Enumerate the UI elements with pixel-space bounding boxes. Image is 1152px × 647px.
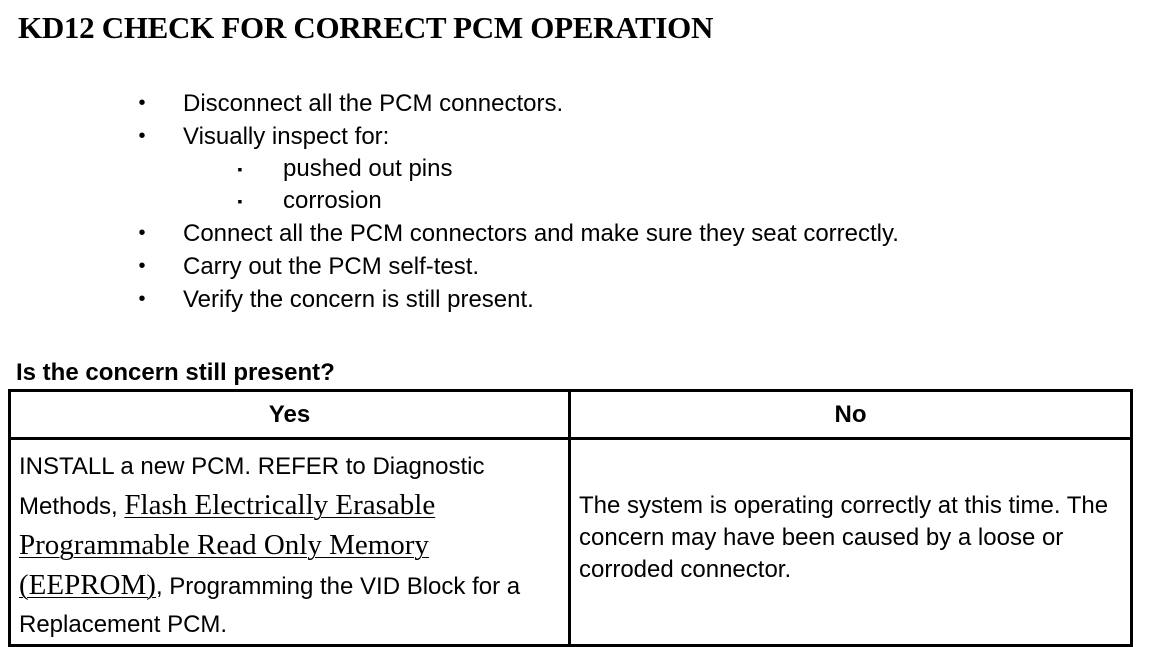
no-result-text: The system is operating correctly at this time. The concern may have been caused by a loose or corroded connector. (579, 492, 1109, 583)
bullet-icon: • (138, 125, 146, 147)
step-list (0, 87, 1152, 316)
sub-list-item (0, 185, 1152, 217)
list-item (0, 217, 1152, 250)
sub-step-text: pushed out pins (283, 155, 453, 182)
page-title: KD12 CHECK FOR CORRECT PCM OPERATION (18, 10, 714, 45)
no-header: No (570, 391, 1132, 439)
yes-text-after: , Programming the VID Block for a Replacement PCM. (19, 573, 521, 638)
square-bullet-icon: ▪ (237, 193, 243, 209)
eeprom-procedure-link[interactable]: Flash Electrically Erasable Programmable Read Only Memory (EEPROM) (19, 489, 436, 601)
sub-step-text: corrosion (283, 187, 382, 214)
bullet-icon: • (138, 288, 146, 310)
list-item (0, 283, 1152, 316)
list-item (0, 250, 1152, 283)
list-item (0, 120, 1152, 153)
table-header-row (10, 391, 1132, 439)
table-row (10, 439, 1132, 646)
sub-list-item (0, 153, 1152, 185)
bullet-icon: • (138, 92, 146, 114)
yes-header: Yes (10, 391, 570, 439)
step-text: Visually inspect for: (183, 123, 390, 150)
bullet-icon: • (138, 222, 146, 244)
yes-instructions (11, 440, 568, 644)
step-text: Disconnect all the PCM connectors. (183, 90, 564, 117)
result-table (8, 389, 1133, 647)
step-text: Carry out the PCM self-test. (183, 253, 480, 280)
bullet-icon: • (138, 255, 146, 277)
square-bullet-icon: ▪ (237, 161, 243, 177)
step-text: Verify the concern is still present. (183, 286, 534, 313)
yes-text-before: INSTALL a new PCM. REFER to Diagnostic Methods, (19, 453, 485, 520)
no-cell (570, 439, 1132, 646)
step-text: Connect all the PCM connectors and make sure they seat correctly. (183, 220, 899, 247)
question-heading: Is the concern still present? (16, 359, 335, 386)
yes-cell (10, 439, 570, 646)
list-item (0, 87, 1152, 120)
